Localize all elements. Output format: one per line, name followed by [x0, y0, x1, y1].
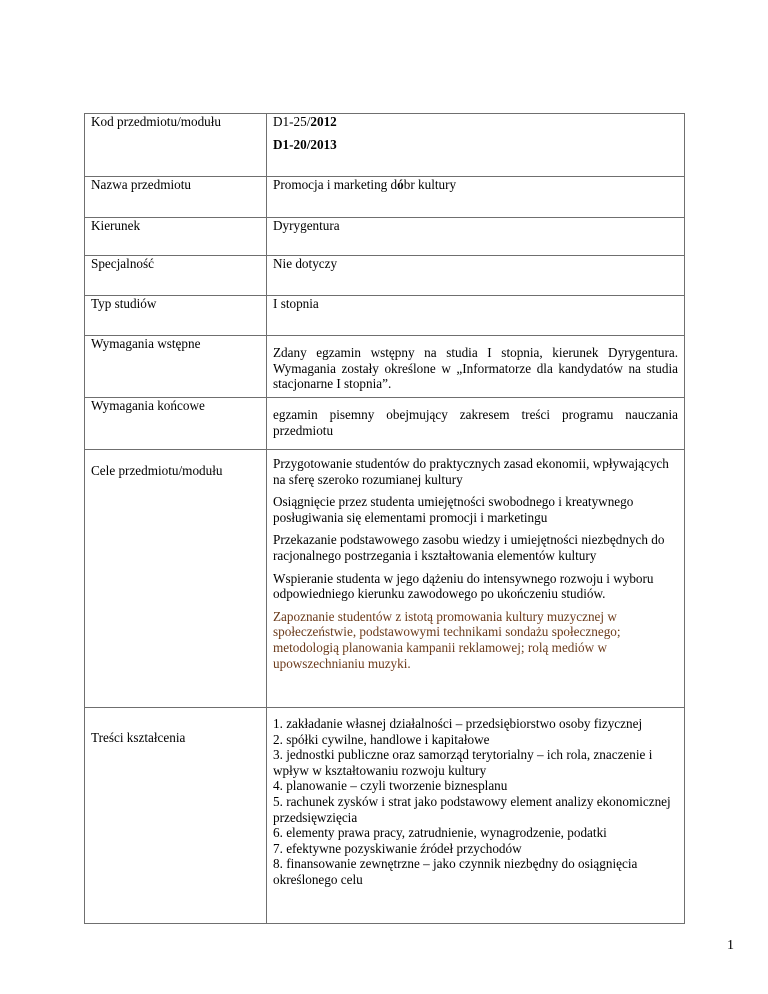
- table-row: [85, 296, 685, 336]
- content-item: 7. efektywne pozyskiwanie źródeł przychodów: [273, 840, 522, 856]
- specialization-value: Nie dotyczy: [267, 256, 685, 296]
- row-label: Wymagania wstępne: [85, 336, 267, 398]
- content-item: 2. spółki cywilne, handlowe i kapitałowe: [273, 731, 490, 747]
- content-item: 3. jednostki publiczne oraz samorząd terytorialny – ich rola, znaczenie i wpływ w kształtowaniu rozwoju kultury: [273, 747, 653, 778]
- course-code-cell: [267, 114, 685, 177]
- prerequisites-value: Zdany egzamin wstępny na studia I stopnia, kierunek Dyrygentura. Wymagania zostały określone w „Informatorze dla kandydatów na studia stacjonarne I stopnia”.: [267, 336, 685, 398]
- row-label: Specjalność: [85, 256, 267, 296]
- course-content-cell: [267, 708, 685, 924]
- course-code-line-1: D1-25/2012: [273, 114, 337, 129]
- table-row: [85, 450, 685, 708]
- page-number: 1: [727, 938, 734, 953]
- study-type-value: I stopnia: [267, 296, 685, 336]
- field-of-study-value: Dyrygentura: [267, 218, 685, 256]
- final-requirements-value: egzamin pisemny obejmujący zakresem treści programu nauczania przedmiotu: [267, 398, 685, 450]
- table-row: [85, 708, 685, 924]
- table-row: [85, 398, 685, 450]
- row-label: Wymagania końcowe: [85, 398, 267, 450]
- course-name-value: Promocja i marketing dóbr kultury: [267, 177, 685, 218]
- content-item: 6. elementy prawa pracy, zatrudnienie, wynagrodzenie, podatki: [273, 825, 607, 841]
- goal-item: Wspieranie studenta w jego dążeniu do intensywnego rozwoju i wyboru odpowiedniego kierunku zawodowego po ukończeniu studiów.: [273, 570, 654, 602]
- content-item: 8. finansowanie zewnętrzne – jako czynnik niezbędny do osiągnięcia określonego celu: [273, 856, 638, 887]
- row-label: Nazwa przedmiotu: [85, 177, 267, 218]
- table-row: [85, 218, 685, 256]
- row-label: Cele przedmiotu/modułu: [85, 450, 267, 708]
- content-item: 4. planowanie – czyli tworzenie biznesplanu: [273, 778, 508, 794]
- table-row: [85, 177, 685, 218]
- goal-item: Przygotowanie studentów do praktycznych zasad ekonomii, wpływających na sferę szeroko rozumianej kultury: [273, 456, 669, 487]
- content-item: 1. zakładanie własnej działalności – przedsiębiorstwo osoby fizycznej: [273, 716, 643, 731]
- goal-item: Osiągnięcie przez studenta umiejętności swobodnego i kreatywnego posługiwania się elementami promocji i marketingu: [273, 494, 634, 525]
- table-row: [85, 114, 685, 177]
- course-info-table: [84, 113, 685, 924]
- row-label: Treści kształcenia: [85, 708, 267, 924]
- goal-item: Przekazanie podstawowego zasobu wiedzy i umiejętności niezbędnych do racjonalnego postrzegania i kształtowania elementów kultury: [273, 532, 665, 563]
- course-code-line-2: D1-20/2013: [273, 136, 337, 152]
- row-label: Kierunek: [85, 218, 267, 256]
- table-row: [85, 336, 685, 398]
- row-label: Typ studiów: [85, 296, 267, 336]
- table-row: [85, 256, 685, 296]
- content-item: 5. rachunek zysków i strat jako podstawowy element analizy ekonomicznej przedsięwzięcia: [273, 793, 671, 825]
- row-label: Kod przedmiotu/modułu: [85, 114, 267, 177]
- course-goals-cell: [267, 450, 685, 708]
- goal-item-highlighted: Zapoznanie studentów z istotą promowania kultury muzycznej w społeczeństwie, podstawowymi technikami sondażu społecznego; metodologią planowania kampanii reklamowej; rolą mediów w upowszechnianiu muzyki.: [273, 608, 621, 671]
